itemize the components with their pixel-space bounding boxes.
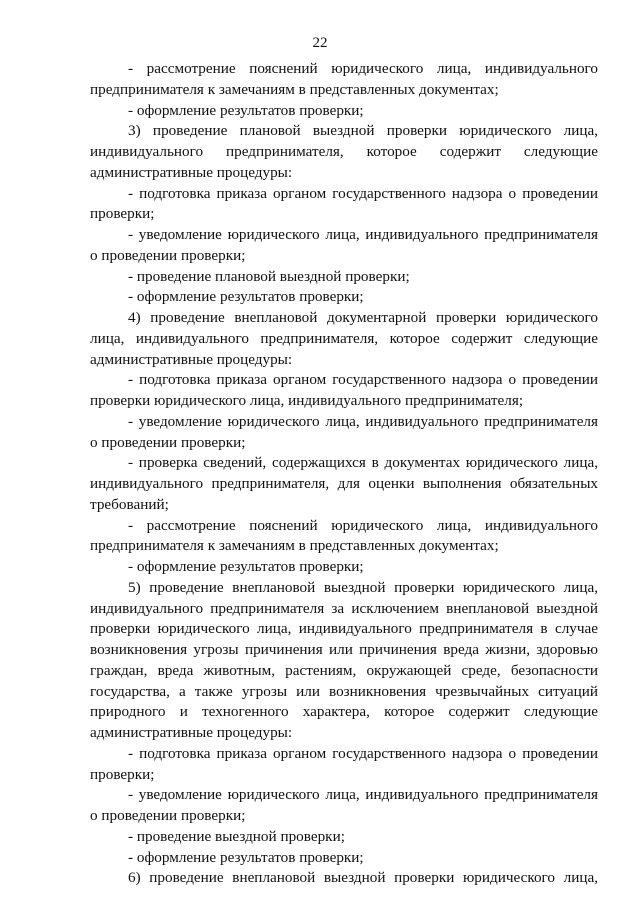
paragraph: - проверка сведений, содержащихся в документах юридического лица, индивидуального предпринимателя, для оценки выполнения обязательных требований; — [90, 454, 598, 513]
paragraph: 3) проведение плановой выездной проверки юридического лица, индивидуального предпринимателя, которое содержит следующие административные процедуры: — [90, 122, 598, 181]
paragraph: - проведение плановой выездной проверки; — [128, 267, 410, 285]
paragraph: - оформление результатов проверки; — [128, 288, 364, 306]
paragraph: - оформление результатов проверки; — [128, 558, 364, 575]
paragraph: - проведение выездной проверки; — [128, 827, 345, 845]
page-number: 22 — [312, 35, 328, 51]
paragraph: - подготовка приказа органом государственного надзора о проведении проверки; — [90, 184, 598, 223]
paragraph: - оформление результатов проверки; — [128, 848, 364, 866]
paragraph: - рассмотрение пояснений юридического лица, индивидуального предпринимателя к замечаниям в представленных документах; — [90, 516, 598, 555]
paragraph: - уведомление юридического лица, индивидуального предпринимателя о проведении проверки; — [90, 226, 598, 264]
paragraph: - уведомление юридического лица, индивидуального предпринимателя о проведении проверки; — [90, 786, 598, 824]
paragraph: - уведомление юридического лица, индивидуального предпринимателя о проведении проверки; — [90, 412, 598, 451]
paragraph: 4) проведение внеплановой документарной проверки юридического лица, индивидуального предпринимателя, которое содержит следующие административные процедуры: — [90, 309, 598, 368]
document-body — [90, 59, 598, 889]
paragraph: - подготовка приказа органом государственного надзора о проведении проверки юридического лица, индивидуального предпринимателя; — [90, 371, 598, 409]
paragraph: - подготовка приказа органом государственного надзора о проведении проверки; — [90, 744, 598, 783]
paragraph: - оформление результатов проверки; — [128, 101, 364, 119]
paragraph: - рассмотрение пояснений юридического лица, индивидуального предпринимателя к замечаниям в представленных документах; — [90, 60, 598, 98]
paragraph: 5) проведение внеплановой выездной проверки юридического лица, индивидуального предпринимателя за исключением внеплановой выездной проверки юридического лица, индивидуального предпринимателя в случае возникновения угрозы причинения или причинения вреда жизни, здоровью граждан, вреда животным, растениям, окружающей среде, безопасности государства, а также угрозы или возникновения чрезвычайных ситуаций природного и техногенного характера, которое содержит следующие административные процедуры: — [90, 578, 598, 741]
paragraph: 6) проведение внеплановой выездной проверки юридического лица, — [128, 869, 598, 887]
